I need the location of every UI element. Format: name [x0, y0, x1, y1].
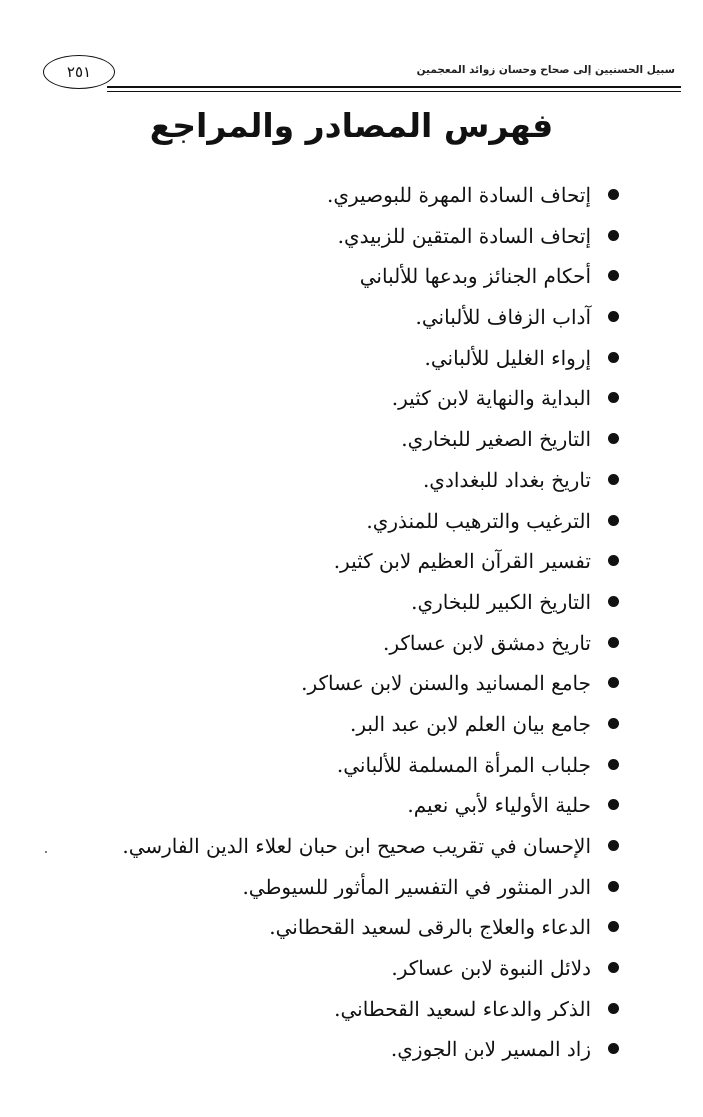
bullet-icon	[608, 230, 619, 241]
list-item	[0, 216, 703, 257]
reference-text: تاريخ دمشق لابن عساكر.	[383, 630, 591, 655]
bullet-icon	[608, 637, 619, 648]
bullet-icon	[608, 840, 619, 851]
bullet-icon	[608, 311, 619, 322]
references-list	[0, 175, 703, 1070]
bullet-icon	[608, 677, 619, 688]
list-item	[0, 378, 703, 419]
reference-text: إرواء الغليل للألباني.	[424, 345, 591, 370]
list-item	[0, 175, 703, 216]
reference-text: أحكام الجنائز وبدعها للألباني	[359, 264, 591, 289]
bullet-icon	[608, 515, 619, 526]
reference-text: دلائل النبوة لابن عساكر.	[391, 956, 591, 981]
bullet-icon	[608, 718, 619, 729]
bullet-icon	[608, 433, 619, 444]
list-item	[0, 256, 703, 297]
list-item	[0, 419, 703, 460]
list-item	[0, 907, 703, 948]
bullet-icon	[608, 392, 619, 403]
bullet-icon	[608, 759, 619, 770]
bullet-icon	[608, 921, 619, 932]
reference-text: الدعاء والعلاج بالرقى لسعيد القحطاني.	[269, 915, 591, 940]
page-number-oval: ٢٥١	[43, 55, 115, 89]
list-item	[0, 297, 703, 338]
reference-text: الترغيب والترهيب للمنذري.	[366, 508, 591, 533]
bullet-icon	[608, 189, 619, 200]
header-rule-thick	[107, 86, 681, 88]
list-item	[0, 826, 703, 867]
list-item	[0, 663, 703, 704]
bullet-icon	[608, 596, 619, 607]
reference-text: حلية الأولياء لأبي نعيم.	[407, 793, 591, 818]
bullet-icon	[608, 962, 619, 973]
bullet-icon	[608, 881, 619, 892]
reference-text: التاريخ الصغير للبخاري.	[401, 427, 591, 452]
list-item	[0, 745, 703, 786]
list-item	[0, 989, 703, 1030]
list-item	[0, 460, 703, 501]
bullet-icon	[608, 474, 619, 485]
bullet-icon	[608, 555, 619, 566]
bullet-icon	[608, 352, 619, 363]
reference-text: زاد المسير لابن الجوزي.	[390, 1037, 591, 1062]
bullet-icon	[608, 1003, 619, 1014]
page-heading: فهرس المصادر والمراجع	[149, 106, 554, 145]
reference-text: جامع بيان العلم لابن عبد البر.	[350, 711, 591, 736]
reference-text: الذكر والدعاء لسعيد القحطاني.	[334, 996, 591, 1021]
bullet-icon	[608, 270, 619, 281]
list-item	[0, 785, 703, 826]
reference-text: إتحاف السادة المتقين للزبيدي.	[337, 223, 591, 248]
list-item	[0, 1029, 703, 1070]
running-header-title: سبيل الحسنيين إلى صحاح وحسان زوائد المعجمين	[416, 64, 675, 76]
list-item	[0, 704, 703, 745]
reference-text: الدر المنثور في التفسير المأثور للسيوطي.	[242, 874, 591, 899]
reference-text: تفسير القرآن العظيم لابن كثير.	[333, 549, 591, 574]
reference-text: البداية والنهاية لابن كثير.	[391, 386, 591, 411]
list-item	[0, 501, 703, 542]
reference-text: التاريخ الكبير للبخاري.	[411, 589, 591, 614]
reference-text: تاريخ بغداد للبغدادي.	[422, 467, 591, 492]
list-item	[0, 541, 703, 582]
reference-text: إتحاف السادة المهرة للبوصيري.	[327, 183, 591, 207]
list-item	[0, 867, 703, 908]
reference-text: جامع المسانيد والسنن لابن عساكر.	[301, 671, 591, 696]
list-item	[0, 338, 703, 379]
bullet-icon	[608, 1043, 619, 1054]
header-rule-thin	[107, 91, 681, 92]
list-item	[0, 582, 703, 623]
list-item	[0, 623, 703, 664]
bullet-icon	[608, 799, 619, 810]
scan-speck	[45, 851, 47, 853]
reference-text: جلباب المرأة المسلمة للألباني.	[336, 752, 591, 777]
reference-text: الإحسان في تقريب صحيح ابن حبان لعلاء الدين الفارسي.	[122, 834, 591, 858]
reference-text: آداب الزفاف للألباني.	[415, 305, 591, 330]
list-item	[0, 948, 703, 989]
